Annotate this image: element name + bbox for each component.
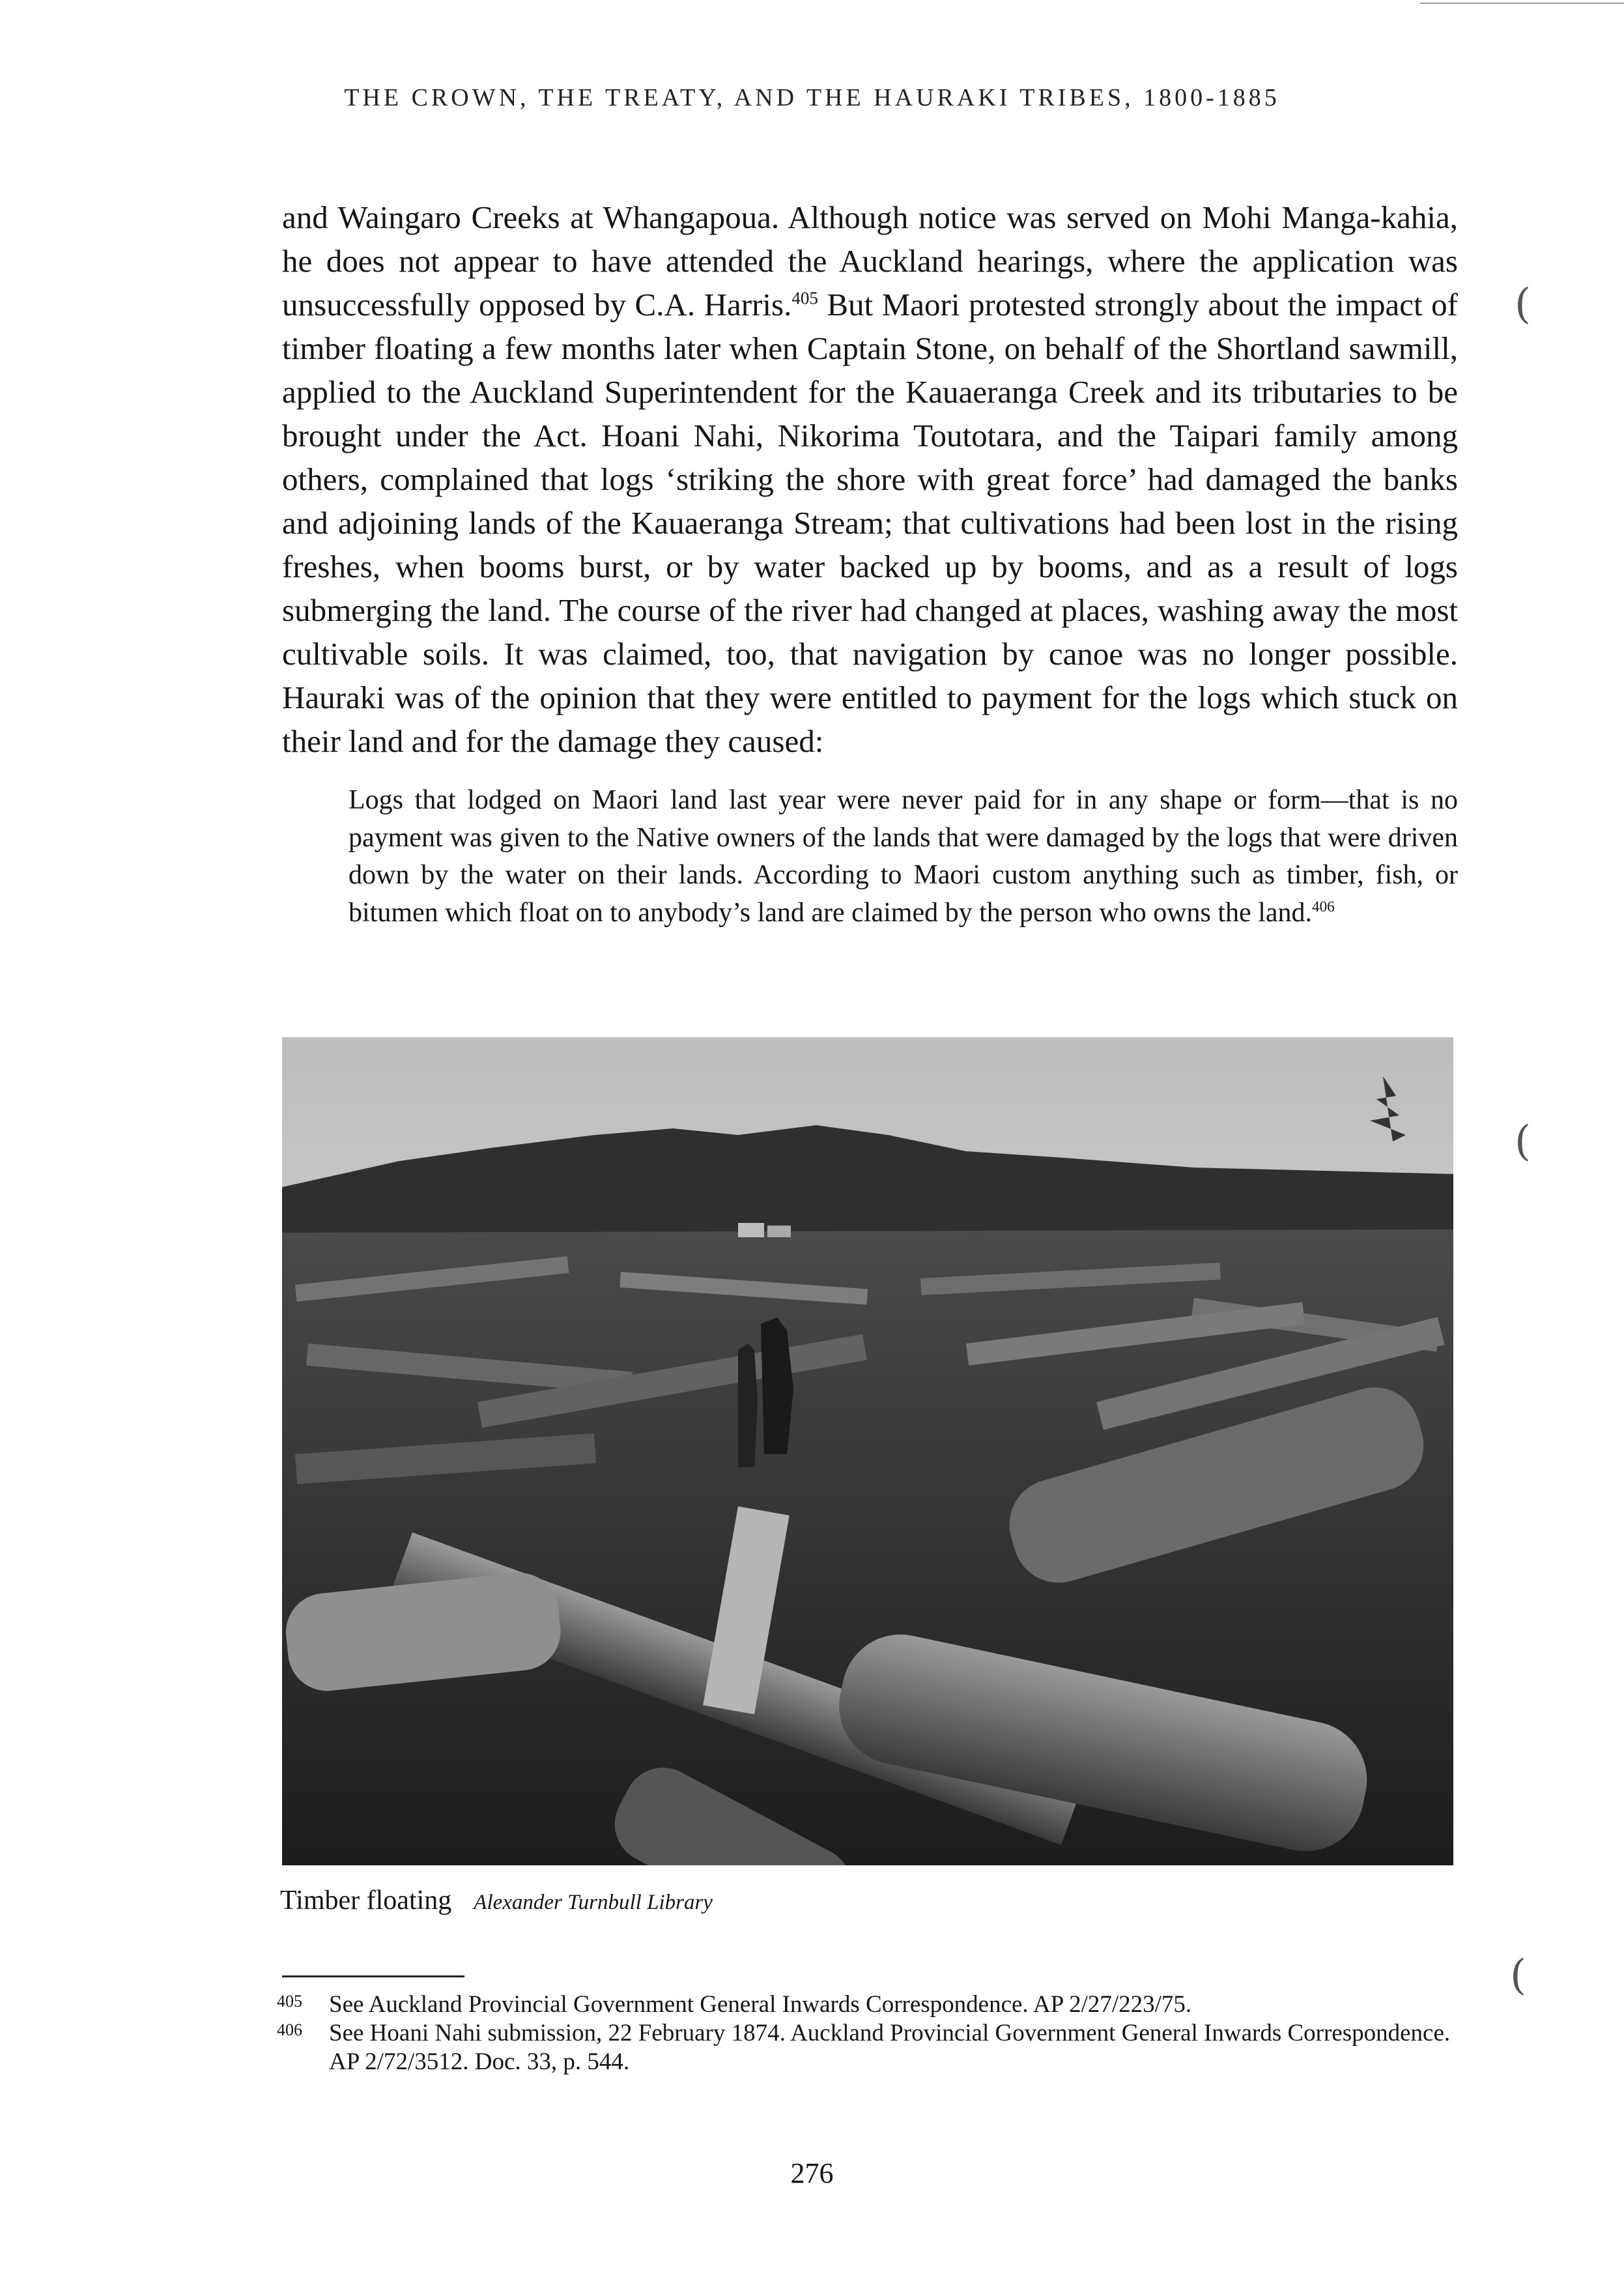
margin-bracket-mark: ( xyxy=(1510,1951,1526,2000)
footnotes xyxy=(277,1990,1462,2076)
footnote-405 xyxy=(277,1990,1462,2019)
body-paragraph xyxy=(282,195,1458,763)
caption-credit: Alexander Turnbull Library xyxy=(474,1891,713,1914)
caption-title: Timber floating xyxy=(280,1886,452,1915)
page-number: 276 xyxy=(790,2157,834,2189)
footnote-ref-405[interactable]: 405 xyxy=(791,288,818,308)
margin-bracket-mark: ( xyxy=(1515,280,1531,328)
block-quote xyxy=(349,782,1458,932)
body-text-part-1: and Waingaro Creeks at Whangapoua. Although notice was served on Mohi Manga-kahia, he does not appear to have attended the Auckland hearings, where the application was unsuccessfully opposed by C.A. Harris. xyxy=(282,199,1458,323)
footnote-text: See Auckland Provincial Government General Inwards Correspondence. AP 2/27/223/75. xyxy=(329,1991,1192,2018)
footnote-number: 405 xyxy=(277,1992,302,2011)
figure-caption xyxy=(280,1885,713,1916)
footnote-number: 406 xyxy=(277,2020,302,2039)
timber-floating-photo xyxy=(282,1037,1453,1865)
body-text-part-2: But Maori protested strongly about the impact of timber floating a few months later when Captain Stone, on behalf of the Shortland sawmill, applied to the Auckland Superintendent for the Kauaeranga Creek and its tributaries to be brought under the Act. Hoani Nahi, Nikorima Toutotara, and the Taipari family among others, complained that logs ‘striking the shore with great force’ had damaged the banks and adjoining lands of the Kauaeranga Stream; that cultivations had been lost in the rising freshes, when booms burst, or by water backed up by booms, and as a result of logs submerging the land. The course of the river had changed at places, washing away the most cultivable soils. It was claimed, too, that navigation by canoe was no longer possible. Hauraki was of the opinion that they were entitled to payment for the logs which stuck on their land and for the damage they caused: xyxy=(282,287,1458,759)
running-head: THE CROWN, THE TREATY, AND THE HAURAKI TRIBES, 1800-1885 xyxy=(344,84,1280,111)
footnote-406 xyxy=(277,2019,1462,2076)
footnote-divider xyxy=(282,1975,464,1977)
footnote-ref-406[interactable]: 406 xyxy=(1312,897,1335,915)
quote-text: Logs that lodged on Maori land last year were never paid for in any shape or form—that is no payment was given to the Native owners of the lands that were damaged by the logs that were driven down by the water on their lands. According to Maori custom anything such as timber, fish, or bitumen which float on to anybody’s land are claimed by the person who owns the land. xyxy=(349,785,1458,928)
footnote-text: See Hoani Nahi submission, 22 February 1874. Auckland Provincial Government General Inwards Correspondence. AP 2/72/3512. Doc. 33, p. 544. xyxy=(329,2020,1451,2075)
margin-bracket-mark: ( xyxy=(1515,1117,1531,1166)
scan-edge-rule xyxy=(1420,3,1624,4)
